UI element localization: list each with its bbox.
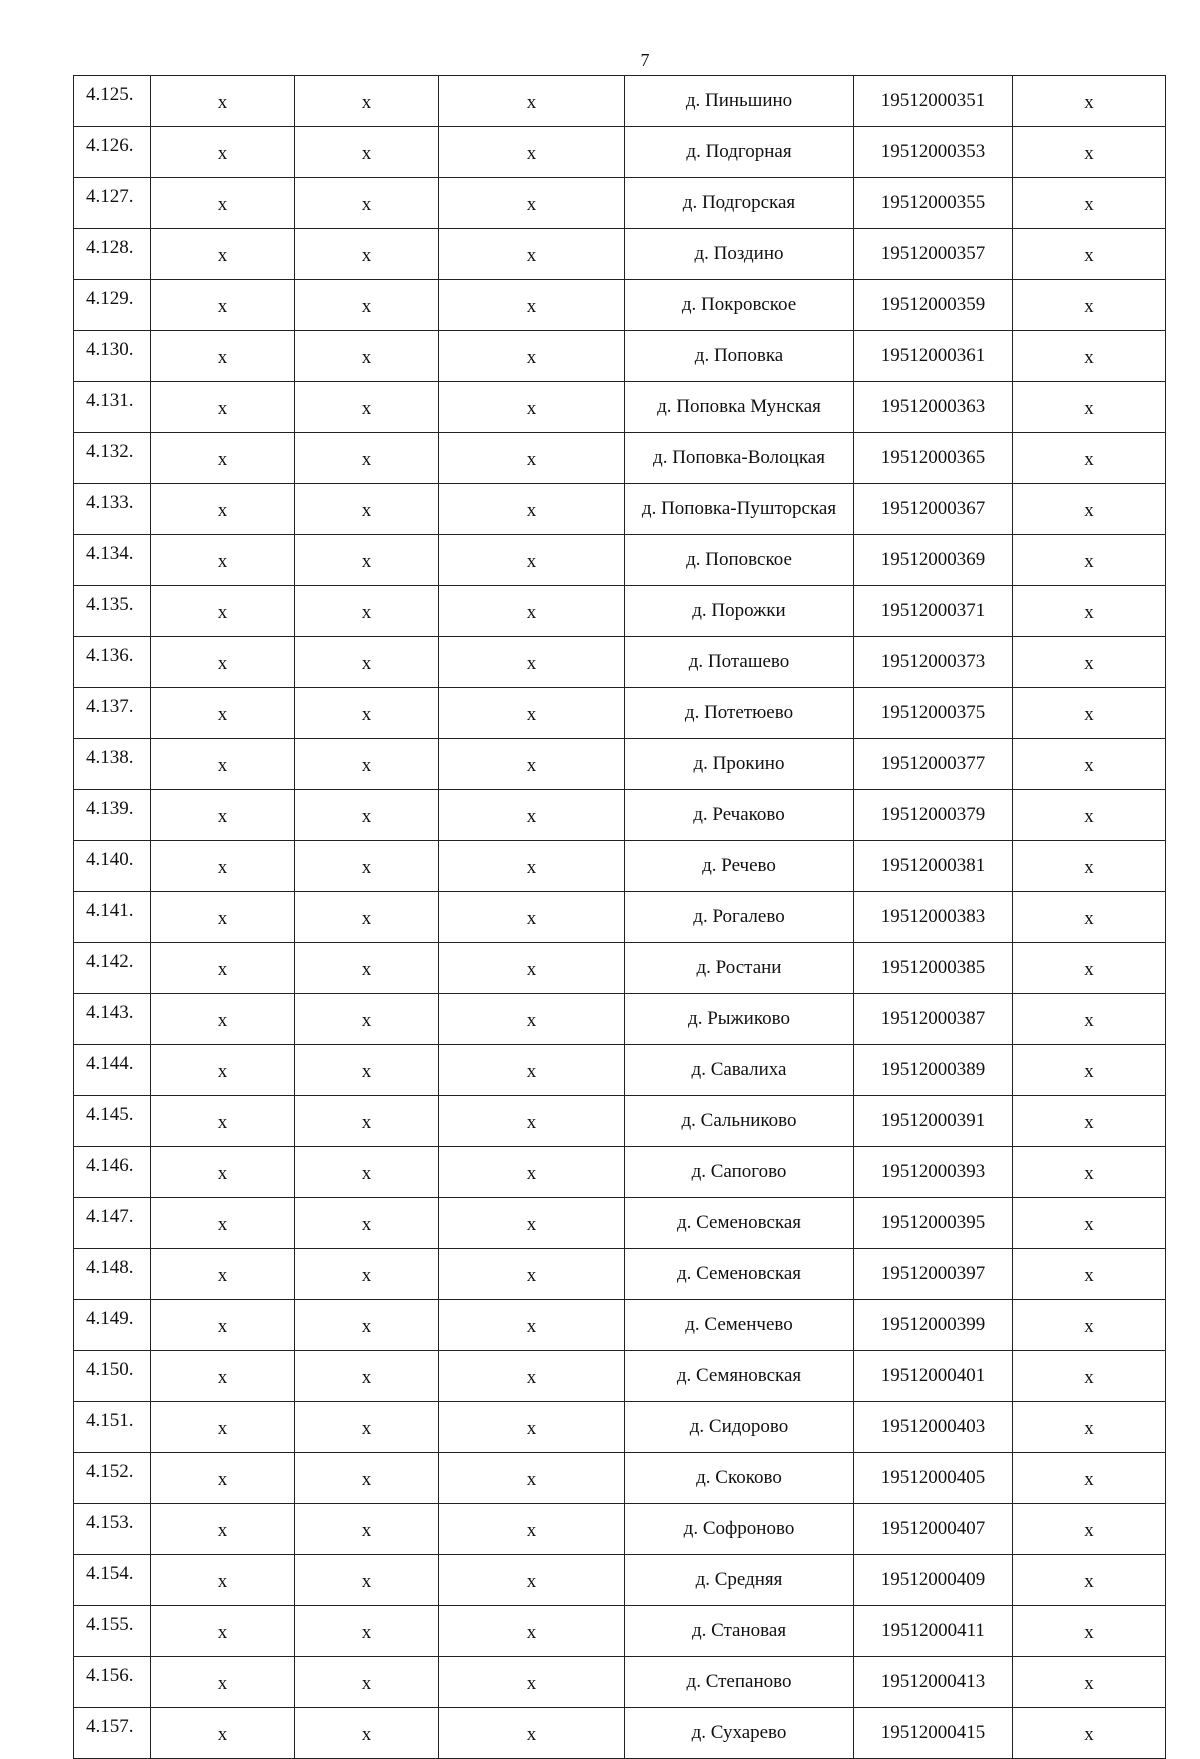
oktmo-code-cell: 19512000367 [854,484,1013,535]
settlement-name-cell: д. Подгорская [625,178,854,229]
oktmo-code-cell: 19512000407 [854,1504,1013,1555]
column-2-cell: х [151,127,295,178]
oktmo-code-cell: 19512000365 [854,433,1013,484]
column-3-cell: х [295,739,439,790]
column-2-cell: х [151,229,295,280]
row-number-cell: 4.125. [74,76,151,127]
oktmo-code-cell: 19512000389 [854,1045,1013,1096]
column-4-cell: х [439,382,625,433]
table-row [74,688,1166,739]
table-row [74,535,1166,586]
oktmo-code-cell: 19512000353 [854,127,1013,178]
column-7-cell: х [1013,1249,1166,1300]
row-number-cell: 4.147. [74,1198,151,1249]
column-3-cell: х [295,943,439,994]
column-7-cell: х [1013,535,1166,586]
column-4-cell: х [439,433,625,484]
table-row [74,943,1166,994]
oktmo-code-cell: 19512000391 [854,1096,1013,1147]
column-2-cell: х [151,178,295,229]
column-4-cell: х [439,1147,625,1198]
column-3-cell: х [295,331,439,382]
oktmo-code-cell: 19512000355 [854,178,1013,229]
settlement-name-cell: д. Подгорная [625,127,854,178]
column-3-cell: х [295,433,439,484]
row-number-cell: 4.135. [74,586,151,637]
row-number-cell: 4.139. [74,790,151,841]
column-2-cell: х [151,1657,295,1708]
column-2-cell: х [151,637,295,688]
column-3-cell: х [295,1096,439,1147]
column-2-cell: х [151,1402,295,1453]
oktmo-code-cell: 19512000377 [854,739,1013,790]
column-2-cell: х [151,280,295,331]
column-4-cell: х [439,586,625,637]
column-3-cell: х [295,1453,439,1504]
row-number-cell: 4.137. [74,688,151,739]
row-number-cell: 4.130. [74,331,151,382]
column-4-cell: х [439,1249,625,1300]
table-row [74,1402,1166,1453]
column-7-cell: х [1013,331,1166,382]
column-7-cell: х [1013,1300,1166,1351]
column-2-cell: х [151,1249,295,1300]
column-4-cell: х [439,1657,625,1708]
table-row [74,76,1166,127]
oktmo-code-cell: 19512000373 [854,637,1013,688]
column-3-cell: х [295,586,439,637]
oktmo-code-cell: 19512000399 [854,1300,1013,1351]
row-number-cell: 4.157. [74,1708,151,1759]
column-4-cell: х [439,1096,625,1147]
column-3-cell: х [295,790,439,841]
oktmo-code-cell: 19512000375 [854,688,1013,739]
table-row [74,484,1166,535]
column-2-cell: х [151,433,295,484]
column-4-cell: х [439,688,625,739]
column-2-cell: х [151,892,295,943]
table-row [74,331,1166,382]
table-row [74,1657,1166,1708]
column-7-cell: х [1013,943,1166,994]
settlement-name-cell: д. Речево [625,841,854,892]
column-4-cell: х [439,1504,625,1555]
settlement-name-cell: д. Сальниково [625,1096,854,1147]
column-3-cell: х [295,484,439,535]
oktmo-code-cell: 19512000361 [854,331,1013,382]
column-3-cell: х [295,1402,439,1453]
oktmo-code-cell: 19512000411 [854,1606,1013,1657]
row-number-cell: 4.154. [74,1555,151,1606]
row-number-cell: 4.153. [74,1504,151,1555]
settlement-name-cell: д. Порожки [625,586,854,637]
settlement-name-cell: д. Сапогово [625,1147,854,1198]
column-4-cell: х [439,229,625,280]
settlement-name-cell: д. Становая [625,1606,854,1657]
oktmo-code-cell: 19512000403 [854,1402,1013,1453]
table-row [74,1096,1166,1147]
table-row [74,1555,1166,1606]
settlement-name-cell: д. Пиньшино [625,76,854,127]
column-4-cell: х [439,994,625,1045]
settlement-name-cell: д. Рогалево [625,892,854,943]
column-3-cell: х [295,229,439,280]
table-row [74,280,1166,331]
oktmo-code-cell: 19512000385 [854,943,1013,994]
table-row [74,892,1166,943]
column-2-cell: х [151,739,295,790]
column-4-cell: х [439,739,625,790]
column-4-cell: х [439,637,625,688]
row-number-cell: 4.155. [74,1606,151,1657]
column-7-cell: х [1013,280,1166,331]
settlement-name-cell: д. Средняя [625,1555,854,1606]
settlement-name-cell: д. Покровское [625,280,854,331]
column-3-cell: х [295,127,439,178]
row-number-cell: 4.141. [74,892,151,943]
column-3-cell: х [295,1504,439,1555]
settlement-name-cell: д. Семеновская [625,1198,854,1249]
column-2-cell: х [151,586,295,637]
row-number-cell: 4.145. [74,1096,151,1147]
row-number-cell: 4.144. [74,1045,151,1096]
column-7-cell: х [1013,1402,1166,1453]
oktmo-code-cell: 19512000413 [854,1657,1013,1708]
table-row [74,586,1166,637]
column-7-cell: х [1013,1198,1166,1249]
row-number-cell: 4.151. [74,1402,151,1453]
settlement-name-cell: д. Поповка Мунская [625,382,854,433]
column-2-cell: х [151,1300,295,1351]
column-3-cell: х [295,1249,439,1300]
row-number-cell: 4.142. [74,943,151,994]
row-number-cell: 4.133. [74,484,151,535]
table-row [74,790,1166,841]
oktmo-code-cell: 19512000369 [854,535,1013,586]
row-number-cell: 4.131. [74,382,151,433]
table-row [74,433,1166,484]
row-number-cell: 4.149. [74,1300,151,1351]
column-7-cell: х [1013,127,1166,178]
column-2-cell: х [151,943,295,994]
column-3-cell: х [295,688,439,739]
table-row [74,739,1166,790]
settlement-name-cell: д. Семеновская [625,1249,854,1300]
column-4-cell: х [439,1555,625,1606]
column-7-cell: х [1013,1147,1166,1198]
row-number-cell: 4.140. [74,841,151,892]
column-4-cell: х [439,178,625,229]
row-number-cell: 4.138. [74,739,151,790]
table-row [74,382,1166,433]
column-2-cell: х [151,841,295,892]
column-2-cell: х [151,1453,295,1504]
column-2-cell: х [151,688,295,739]
column-3-cell: х [295,994,439,1045]
oktmo-code-cell: 19512000363 [854,382,1013,433]
table-row [74,1708,1166,1759]
column-7-cell: х [1013,1606,1166,1657]
settlement-name-cell: д. Прокино [625,739,854,790]
column-2-cell: х [151,1708,295,1759]
oktmo-code-cell: 19512000401 [854,1351,1013,1402]
settlement-name-cell: д. Речаково [625,790,854,841]
column-3-cell: х [295,1351,439,1402]
column-4-cell: х [439,280,625,331]
oktmo-code-cell: 19512000351 [854,76,1013,127]
table-row [74,127,1166,178]
column-4-cell: х [439,535,625,586]
page-number: 7 [640,50,650,70]
column-2-cell: х [151,484,295,535]
settlement-name-cell: д. Савалиха [625,1045,854,1096]
table-row [74,1453,1166,1504]
oktmo-code-cell: 19512000395 [854,1198,1013,1249]
oktmo-code-cell: 19512000357 [854,229,1013,280]
column-2-cell: х [151,76,295,127]
settlement-name-cell: д. Потетюево [625,688,854,739]
column-4-cell: х [439,892,625,943]
table-row [74,1504,1166,1555]
column-3-cell: х [295,1147,439,1198]
oktmo-code-cell: 19512000371 [854,586,1013,637]
column-3-cell: х [295,1045,439,1096]
row-number-cell: 4.156. [74,1657,151,1708]
column-3-cell: х [295,382,439,433]
settlement-name-cell: д. Семенчево [625,1300,854,1351]
table-row [74,1300,1166,1351]
table-row [74,637,1166,688]
column-3-cell: х [295,1606,439,1657]
row-number-cell: 4.143. [74,994,151,1045]
row-number-cell: 4.146. [74,1147,151,1198]
column-7-cell: х [1013,1351,1166,1402]
column-2-cell: х [151,790,295,841]
settlement-table [73,75,1166,1759]
oktmo-code-cell: 19512000379 [854,790,1013,841]
column-3-cell: х [295,178,439,229]
settlement-name-cell: д. Софроново [625,1504,854,1555]
row-number-cell: 4.150. [74,1351,151,1402]
column-7-cell: х [1013,586,1166,637]
column-4-cell: х [439,1402,625,1453]
oktmo-code-cell: 19512000383 [854,892,1013,943]
column-7-cell: х [1013,892,1166,943]
column-4-cell: х [439,1351,625,1402]
column-3-cell: х [295,280,439,331]
settlement-name-cell: д. Поповское [625,535,854,586]
settlement-name-cell: д. Поздино [625,229,854,280]
oktmo-code-cell: 19512000409 [854,1555,1013,1606]
table-row [74,1606,1166,1657]
column-4-cell: х [439,841,625,892]
column-7-cell: х [1013,178,1166,229]
table-row [74,1249,1166,1300]
oktmo-code-cell: 19512000393 [854,1147,1013,1198]
settlement-name-cell: д. Скоково [625,1453,854,1504]
row-number-cell: 4.128. [74,229,151,280]
oktmo-code-cell: 19512000405 [854,1453,1013,1504]
column-7-cell: х [1013,1453,1166,1504]
settlement-name-cell: д. Рыжиково [625,994,854,1045]
settlement-name-cell: д. Поташево [625,637,854,688]
settlement-name-cell: д. Поповка-Волоцкая [625,433,854,484]
column-2-cell: х [151,1198,295,1249]
column-2-cell: х [151,382,295,433]
column-4-cell: х [439,484,625,535]
column-2-cell: х [151,1045,295,1096]
column-4-cell: х [439,1300,625,1351]
column-7-cell: х [1013,637,1166,688]
settlement-name-cell: д. Сидорово [625,1402,854,1453]
column-4-cell: х [439,331,625,382]
row-number-cell: 4.152. [74,1453,151,1504]
oktmo-code-cell: 19512000397 [854,1249,1013,1300]
row-number-cell: 4.134. [74,535,151,586]
column-4-cell: х [439,943,625,994]
column-4-cell: х [439,1606,625,1657]
table-row [74,841,1166,892]
column-4-cell: х [439,790,625,841]
column-2-cell: х [151,1147,295,1198]
column-2-cell: х [151,1351,295,1402]
column-7-cell: х [1013,1045,1166,1096]
column-4-cell: х [439,1708,625,1759]
column-3-cell: х [295,637,439,688]
settlement-name-cell: д. Семяновская [625,1351,854,1402]
settlement-name-cell: д. Сухарево [625,1708,854,1759]
column-3-cell: х [295,1657,439,1708]
column-7-cell: х [1013,1708,1166,1759]
column-2-cell: х [151,535,295,586]
column-7-cell: х [1013,76,1166,127]
settlement-name-cell: д. Поповка [625,331,854,382]
table-row [74,229,1166,280]
oktmo-code-cell: 19512000415 [854,1708,1013,1759]
column-3-cell: х [295,892,439,943]
column-3-cell: х [295,1555,439,1606]
oktmo-code-cell: 19512000387 [854,994,1013,1045]
column-7-cell: х [1013,1504,1166,1555]
table-row [74,1198,1166,1249]
table-row [74,1147,1166,1198]
table-row [74,178,1166,229]
settlement-name-cell: д. Поповка-Пушторская [625,484,854,535]
column-7-cell: х [1013,382,1166,433]
table-row [74,1045,1166,1096]
column-2-cell: х [151,1096,295,1147]
oktmo-code-cell: 19512000381 [854,841,1013,892]
row-number-cell: 4.136. [74,637,151,688]
column-2-cell: х [151,994,295,1045]
column-3-cell: х [295,76,439,127]
oktmo-code-cell: 19512000359 [854,280,1013,331]
column-7-cell: х [1013,790,1166,841]
column-4-cell: х [439,76,625,127]
column-7-cell: х [1013,484,1166,535]
column-7-cell: х [1013,1096,1166,1147]
column-7-cell: х [1013,841,1166,892]
column-2-cell: х [151,1555,295,1606]
column-4-cell: х [439,1198,625,1249]
table-row [74,1351,1166,1402]
column-2-cell: х [151,331,295,382]
table-body [74,76,1166,1759]
settlement-name-cell: д. Степаново [625,1657,854,1708]
column-4-cell: х [439,1453,625,1504]
column-7-cell: х [1013,1555,1166,1606]
column-7-cell: х [1013,739,1166,790]
column-7-cell: х [1013,433,1166,484]
row-number-cell: 4.148. [74,1249,151,1300]
column-2-cell: х [151,1606,295,1657]
row-number-cell: 4.129. [74,280,151,331]
column-2-cell: х [151,1504,295,1555]
column-7-cell: х [1013,994,1166,1045]
column-7-cell: х [1013,229,1166,280]
row-number-cell: 4.132. [74,433,151,484]
column-3-cell: х [295,535,439,586]
table-row [74,994,1166,1045]
column-7-cell: х [1013,688,1166,739]
row-number-cell: 4.127. [74,178,151,229]
column-4-cell: х [439,1045,625,1096]
column-7-cell: х [1013,1657,1166,1708]
settlement-name-cell: д. Ростани [625,943,854,994]
column-4-cell: х [439,127,625,178]
column-3-cell: х [295,841,439,892]
column-3-cell: х [295,1300,439,1351]
row-number-cell: 4.126. [74,127,151,178]
column-3-cell: х [295,1198,439,1249]
column-3-cell: х [295,1708,439,1759]
